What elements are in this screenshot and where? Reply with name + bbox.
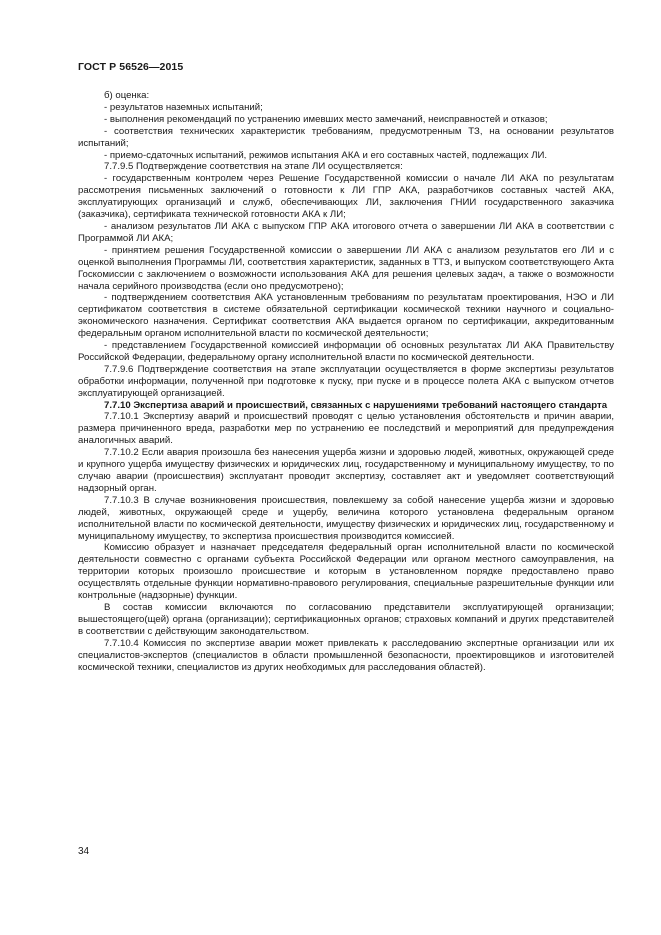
paragraph: - государственным контролем через Решение Государственной комиссии о начале ЛИ АКА по результатам рассмотрения письменных заключений о готовности к ЛИ ГПР АКА, разработчиков составных частей АКА, эксплуатирующих организаций и служб, обеспечивающих ЛИ, заключения ГНИИ государственного заказчика (заказчика), сертификата технической готовности АКА к ЛИ; [78, 173, 614, 221]
section-heading: 7.7.10 Экспертиза аварий и происшествий, связанных с нарушениями требований настоящего стандарта [104, 399, 608, 411]
paragraph: 7.7.10.3 В случае возникновения происшествия, повлекшему за собой нанесение ущерба жизни и здоровью людей, животных, окружающей среде и ущербу, величина которого установлена федеральным органом исполнительной власти по космической деятельности, имуществу физических и юридических лиц, государственному и муниципальному имуществу, то экспертиза происшествия производится комиссией. [78, 494, 614, 542]
paragraph: - соответствия технических характеристик требованиям, предусмотренным ТЗ, на основании результатов испытаний; [78, 125, 614, 149]
page-number: 34 [78, 846, 90, 857]
paragraph: В состав комиссии включаются по согласованию представители эксплуатирующей организации; вышестоящего(щей) органа (организации); сертификационных органов; страховых компаний и других представителей в соответствии с действующим законодательством. [78, 601, 614, 637]
document-body [78, 90, 614, 673]
document-header: ГОСТ Р 56526—2015 [78, 61, 184, 73]
paragraph: - выполнения рекомендаций по устранению имевших место замечаний, неисправностей и отказов; [104, 113, 548, 125]
paragraph: Комиссию образует и назначает председателя федеральный орган исполнительной власти по космической деятельности совместно с органами субъекта Российской Федерации или органом местного самоуправления, на территории которых произошло происшествие и которым в установленном порядке предоставлено право осуществлять отдельные функции нормативно-правового регулирования, специальные разрешительные функции или контрольные (надзорные) функции. [78, 542, 614, 602]
paragraph: 7.7.9.5 Подтверждение соответствия на этапе ЛИ осуществляется: [104, 161, 403, 173]
paragraph: 7.7.10.4 Комиссия по экспертизе аварии может привлекать к расследованию экспертные организации или их специалистов-экспертов (специалистов в области промышленной безопасности, проектировщиков и изготовителей космической техники, специалистов из других необходимых для расследования областей). [78, 637, 614, 673]
paragraph: - подтверждением соответствия АКА установленным требованиям по результатам проектирования, НЭО и ЛИ сертификатом соответствия в системе обязательной сертификации космической техники научного и социально-экономического назначения. Сертификат соответствия АКА выдается органом по сертификации, аккредитованным федеральным органом исполнительной власти по космической деятельности; [78, 292, 614, 340]
paragraph: 7.7.10.2 Если авария произошла без нанесения ущерба жизни и здоровью людей, животных, окружающей среде и крупного ущерба имуществу физических и юридических лиц, государственному и муниципальному имуществу, то по случаю аварии (происшествия) эксплуатант проводит экспертизу, составляет акт и уведомляет соответствующий надзорный орган. [78, 447, 614, 494]
paragraph: - анализом результатов ЛИ АКА с выпуском ГПР АКА итогового отчета о завершении ЛИ АКА в соответствии с Программой ЛИ АКА; [78, 220, 614, 244]
paragraph: - принятием решения Государственной комиссии о завершении ЛИ АКА с анализом результатов его ЛИ и с оценкой выполнения Программы ЛИ, соответствия характеристик, заданных в ТТЗ, и выпуском соответствующего Акта Госкомиссии с заключением о возможности использования АКА для решения целевых задач, а также о возможности начала серийного производства (если оно предусмотрено); [78, 244, 614, 292]
paragraph: - представлением Государственной комиссией информации об основных результатах ЛИ АКА Правительству Российской Федерации, федеральному органу исполнительной власти по космической деятельности. [78, 340, 614, 363]
paragraph: 7.7.10.1 Экспертизу аварий и происшествий проводят с целью установления обстоятельств и причин аварии, размера причиненного вреда, разработки мер по устранению ее последствий и мероприятий для предупреждения аналогичных аварий. [78, 411, 614, 447]
paragraph: 7.7.9.6 Подтверждение соответствия на этапе эксплуатации осуществляется в форме экспертизы результатов обработки информации, полученной при подготовке к пуску, при пуске и в процессе полета АКА с выпуском отчетов эксплуатирующей организацией. [78, 363, 614, 399]
paragraph: б) оценка: [104, 90, 150, 101]
paragraph: - приемо-сдаточных испытаний, режимов испытания АКА и его составных частей, подлежащих ЛИ. [104, 149, 548, 161]
paragraph: - результатов наземных испытаний; [104, 101, 263, 113]
